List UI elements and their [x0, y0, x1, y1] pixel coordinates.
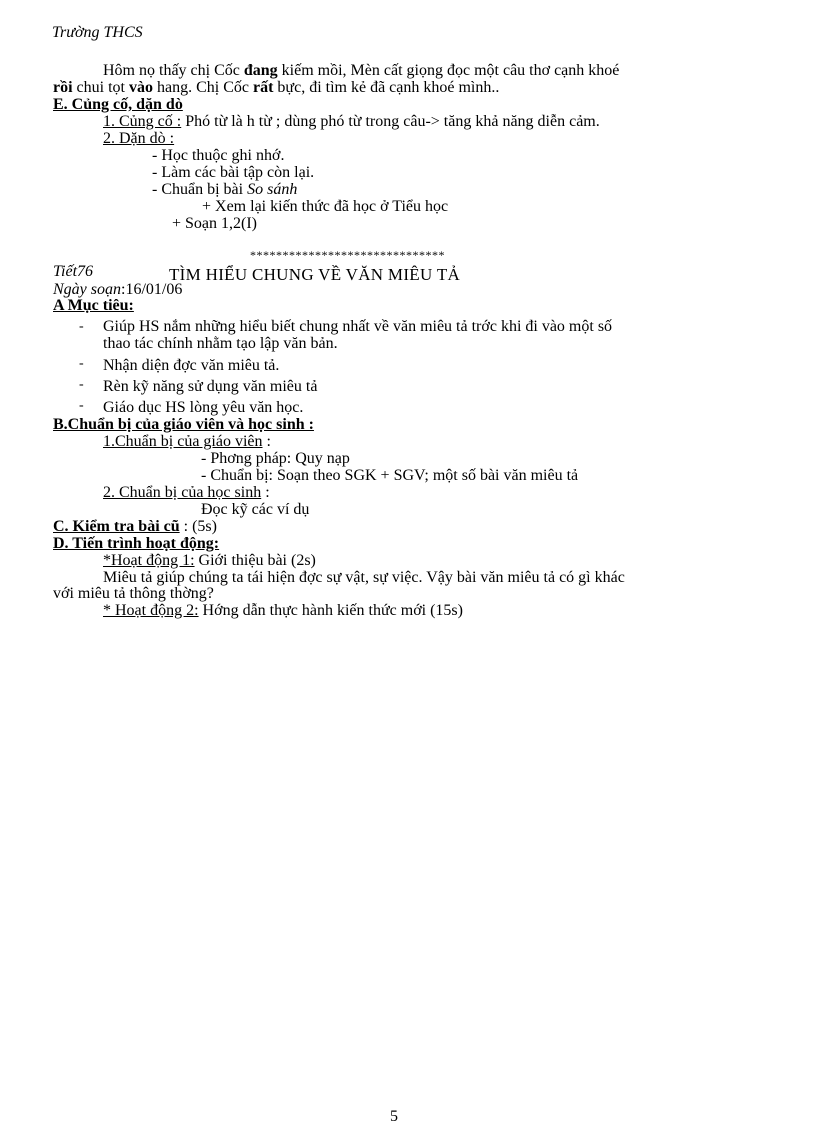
lesson-number: Tiết76: [53, 263, 94, 280]
activity-paragraph: Miêu tả giúp chúng ta tái hiện đợc sự vật, sự việc. Vậy bài văn miêu tả có gì khác: [103, 569, 625, 586]
intro-line-1: [103, 62, 619, 80]
prep-label: 2. Chuẩn bị của học sinh: [103, 484, 262, 501]
date-value: :16/01/06: [121, 281, 183, 298]
bullet-dash: -: [79, 398, 84, 413]
activity-1-line: [103, 552, 316, 570]
objective-item: Nhận diện đợc văn miêu tả.: [103, 357, 280, 374]
homework-line: - Học thuộc ghi nhớ.: [152, 147, 285, 164]
activity-paragraph-cont: với miêu tả thông thờng?: [53, 585, 214, 602]
lesson-name: So sánh: [247, 181, 298, 198]
activity-text: Hớng dẫn thực hành kiến thức mới (15s): [198, 602, 463, 619]
intro-text: bực, đi tìm kẻ đã cạnh khoé mình..: [273, 79, 500, 96]
intro-line-2: [53, 79, 499, 97]
homework-text: - Chuẩn bị bài: [152, 181, 248, 198]
section-c-line: [53, 518, 217, 536]
school-header: Trường THCS: [52, 24, 143, 41]
objective-item: Rèn kỹ năng sử dụng văn miêu tả: [103, 378, 318, 395]
intro-text: Hôm nọ thấy chị Cốc: [103, 62, 244, 79]
bullet-dash: -: [79, 377, 84, 392]
section-e-item-1: [103, 113, 600, 131]
objective-item-cont: thao tác chính nhằm tạo lập văn bản.: [103, 335, 338, 352]
section-b-heading: B.Chuẩn bị của giáo viên và học sinh :: [53, 416, 314, 433]
section-c-heading: C. Kiểm tra bài cũ: [53, 518, 180, 535]
page-number: 5: [390, 1108, 398, 1125]
bullet-dash: -: [79, 356, 84, 371]
objective-item: Giúp HS nắm những hiểu biết chung nhất về văn miêu tả trớc khi đi vào một số: [103, 318, 613, 335]
intro-bold-word: rồi: [53, 79, 73, 96]
date-label: Ngày soạn: [53, 281, 121, 298]
teacher-prep-label: [103, 433, 271, 451]
teacher-prep-line: - Chuẩn bị: Soạn theo SGK + SGV; một số bài văn miêu tả: [201, 467, 579, 484]
homework-line: [152, 181, 297, 199]
item-label: 1. Củng cố :: [103, 113, 182, 130]
item-text: Phó từ là h từ ; dùng phó từ trong câu-> tăng khả năng diễn cảm.: [181, 113, 600, 130]
section-a-heading: A Mục tiêu:: [53, 297, 134, 314]
section-d-heading: D. Tiến trình hoạt động:: [53, 535, 220, 552]
intro-bold-word: rất: [252, 79, 274, 96]
activity-label: *Hoạt động 1:: [103, 552, 195, 569]
activity-2-line: [103, 602, 463, 620]
lesson-title: TÌM HIỂU CHUNG VỀ VĂN MIÊU TẢ: [169, 265, 461, 284]
teacher-prep-line: - Phơng pháp: Quy nạp: [201, 450, 350, 467]
activity-label: * Hoạt động 2:: [103, 602, 199, 619]
bullet-dash: -: [79, 319, 84, 334]
homework-subline: + Xem lại kiến thức đã học ở Tiểu học: [202, 198, 449, 215]
prep-label: 1.Chuẩn bị của giáo viên: [103, 433, 263, 450]
activity-text: Giới thiệu bài (2s): [194, 552, 316, 569]
objective-item: Giáo dục HS lòng yêu văn học.: [103, 399, 304, 416]
intro-text: kiếm mồi, Mèn cất giọng đọc một câu thơ cạnh khoé: [277, 62, 620, 79]
student-prep-line: Đọc kỹ các ví dụ: [201, 501, 310, 518]
section-e-item-2: 2. Dặn dò :: [103, 130, 175, 147]
intro-text: chui tọt: [72, 79, 129, 96]
intro-text: hang. Chị Cốc: [152, 79, 253, 96]
homework-subline: + Soạn 1,2(I): [172, 215, 258, 232]
prep-colon: :: [261, 484, 270, 501]
section-e-heading: E. Củng cố, dặn dò: [53, 96, 183, 113]
section-c-text: : (5s): [179, 518, 217, 535]
prep-colon: :: [262, 433, 271, 450]
student-prep-label: [103, 484, 270, 502]
intro-bold-word: đang: [243, 62, 278, 79]
homework-line: - Làm các bài tập còn lại.: [152, 164, 315, 181]
separator: ******************************: [250, 248, 445, 262]
intro-bold-word: vào: [128, 79, 153, 96]
